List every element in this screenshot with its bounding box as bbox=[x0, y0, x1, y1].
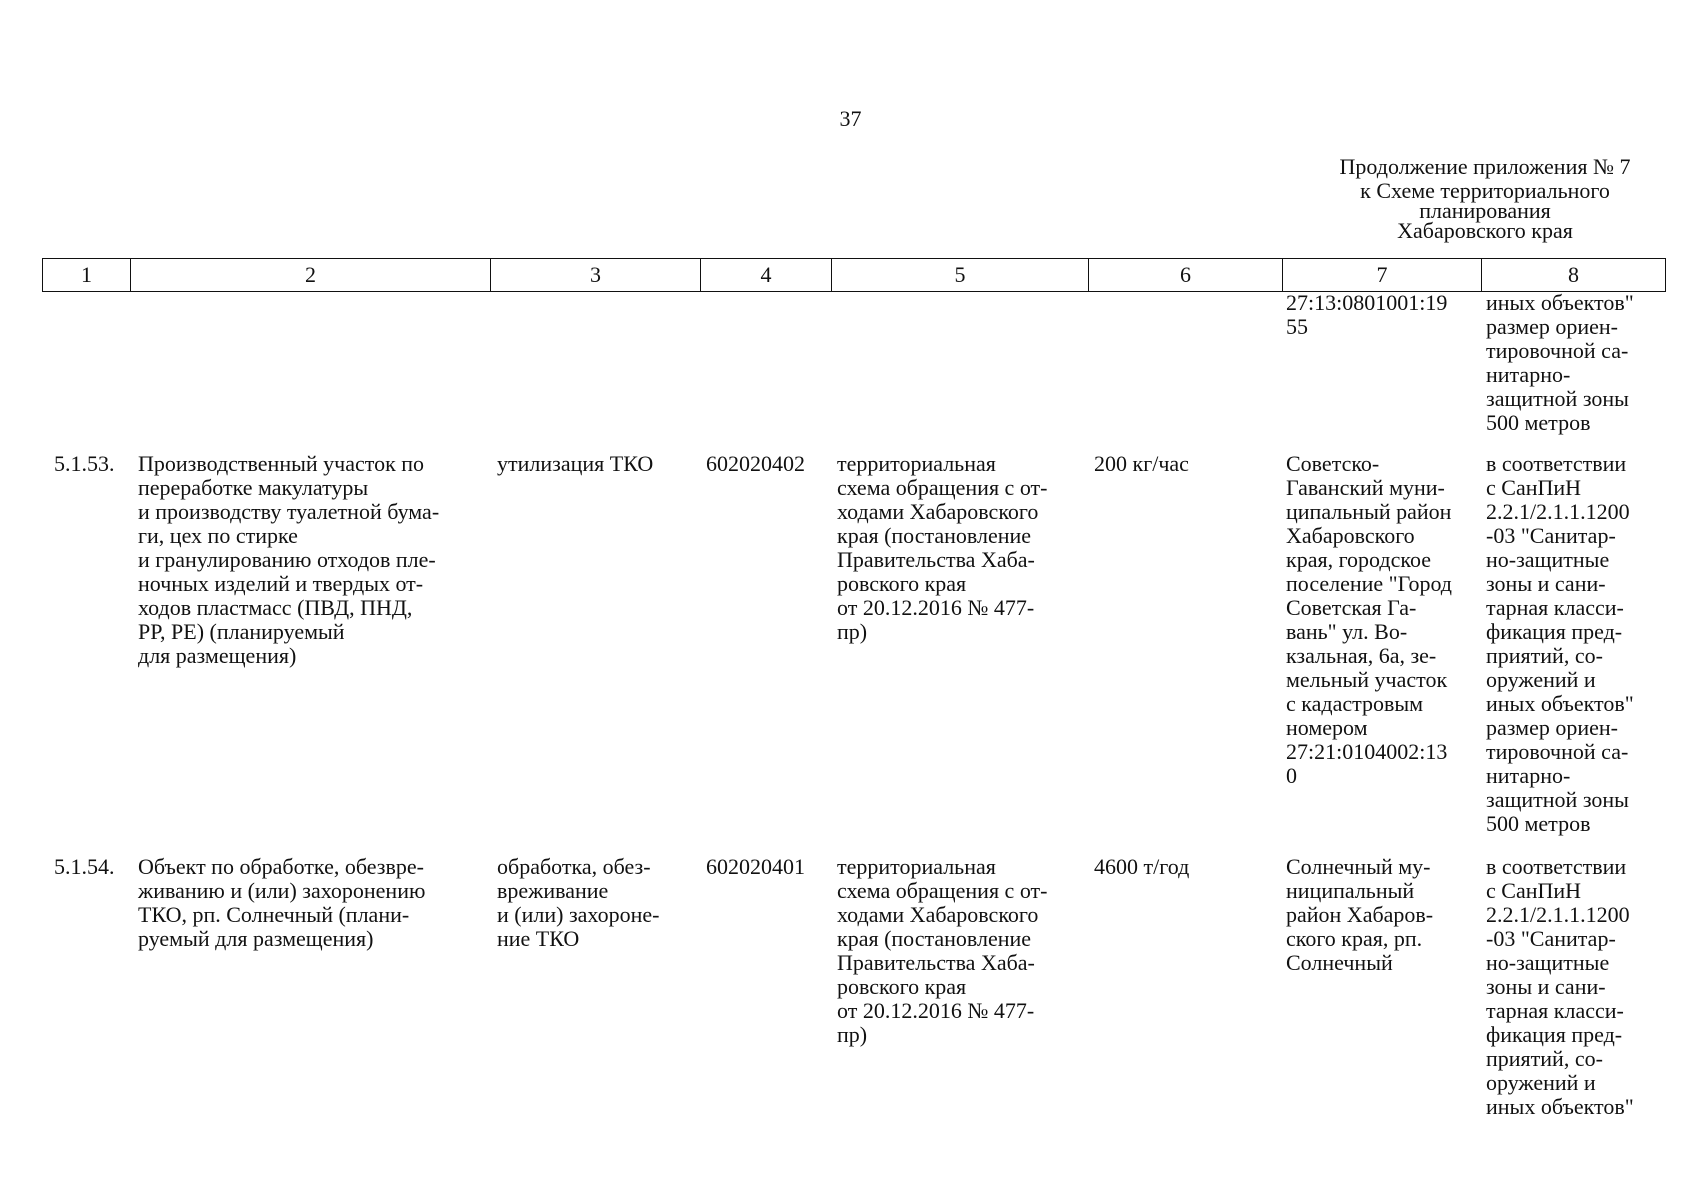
object-basis: территориальная схема обращения с от- ходами Хабаровского края (постановление Правительства Хаба- ровского края от 20.12.2016 № 477- пр) bbox=[837, 451, 1048, 644]
object-capacity: 4600 т/год bbox=[1094, 854, 1190, 879]
object-code: 602020401 bbox=[706, 854, 805, 879]
column-number-1: 1 bbox=[43, 259, 131, 292]
page-number: 37 bbox=[839, 106, 862, 131]
object-code: 602020402 bbox=[706, 451, 805, 476]
object-location: Солнечный му- ниципальный район Хабаров- ского края, рп. Солнечный bbox=[1286, 854, 1434, 975]
appendix-note-line-1: Продолжение приложения № 7 bbox=[1339, 154, 1631, 179]
column-number-4: 4 bbox=[701, 259, 832, 292]
appendix-note-line-2: к Схеме территориального bbox=[1360, 178, 1610, 203]
continuation-cadastral-number: 27:13:0801001:19 55 bbox=[1286, 290, 1448, 339]
object-name: Производственный участок по переработке макулатуры и производству туалетной бума- ги, цех по стирке и гранулированию отходов пле- ночных изделий и твердых от- ходов пластмасс (ПВД, ПНД, PP, PE) (планируемый для размещения) bbox=[138, 451, 440, 668]
appendix-note-line-3: планирования bbox=[1419, 198, 1551, 223]
sanitary-zone: в соответствии с СанПиН 2.2.1/2.1.1.1200 -03 "Санитар- но-защитные зоны и сани- тарная класси- фикация пред- приятий, со- оружений и иных объектов" bbox=[1486, 854, 1634, 1119]
column-number-8: 8 bbox=[1482, 259, 1666, 292]
row-number: 5.1.53. bbox=[54, 451, 115, 476]
object-purpose: утилизация ТКО bbox=[497, 451, 654, 476]
row-number: 5.1.54. bbox=[54, 854, 115, 879]
column-number-6: 6 bbox=[1089, 259, 1283, 292]
object-purpose: обработка, обез- вреживание и (или) захороне- ние ТКО bbox=[497, 854, 660, 951]
column-number-header bbox=[42, 258, 1666, 292]
continuation-sanitary-zone: иных объектов" размер ориен- тировочной са- нитарно- защитной зоны 500 метров bbox=[1486, 290, 1634, 435]
column-number-7: 7 bbox=[1283, 259, 1482, 292]
object-name: Объект по обработке, обезвре- живанию и (или) захоронению ТКО, рп. Солнечный (плани- руемый для размещения) bbox=[138, 854, 426, 951]
appendix-note bbox=[1290, 153, 1680, 241]
object-location: Советско- Гаванский муни- ципальный район Хабаровского края, городское поселение "Город Советская Га- вань" ул. Во- кзальная, 6а, зе- мельный участок с кадастровым номером 27:21:0104002:13 0 bbox=[1286, 451, 1452, 788]
header-row bbox=[43, 259, 1666, 292]
column-number-5: 5 bbox=[832, 259, 1089, 292]
appendix-note-line-4: Хабаровского края bbox=[1397, 218, 1573, 243]
object-capacity: 200 кг/час bbox=[1094, 451, 1189, 476]
sanitary-zone: в соответствии с СанПиН 2.2.1/2.1.1.1200 -03 "Санитар- но-защитные зоны и сани- тарная класси- фикация пред- приятий, со- оружений и иных объектов" размер ориен- тировочной са- нитарно- защитной зоны 500 метров bbox=[1486, 451, 1634, 836]
column-number-2: 2 bbox=[131, 259, 491, 292]
column-number-3: 3 bbox=[491, 259, 701, 292]
object-basis: территориальная схема обращения с от- ходами Хабаровского края (постановление Правительства Хаба- ровского края от 20.12.2016 № 477- пр) bbox=[837, 854, 1048, 1047]
